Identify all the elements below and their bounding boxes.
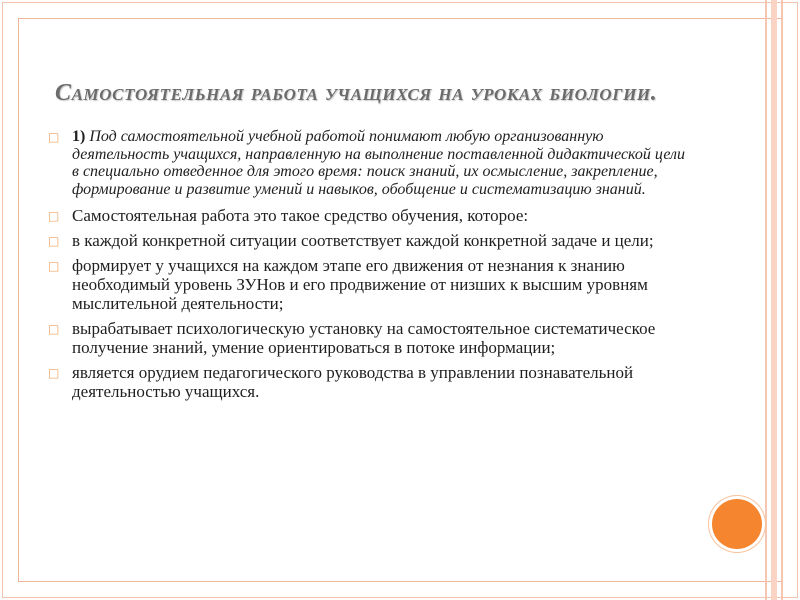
definition-text: Под самостоятельной учебной работой понимают любую организованную деятельность учащихся, направленную на выполнение поставленной дидактической цели в специально отведенное для этого время: поиск знаний, их осмысление, закрепление, формирование и развитие умений и навыков, обобщение и систематизацию знаний. — [72, 128, 686, 198]
bullet-square-icon: □ — [48, 259, 60, 273]
decorative-stripe — [771, 0, 777, 600]
bullet-square-icon: □ — [48, 366, 60, 380]
list-item — [48, 128, 688, 198]
bullet-square-icon: □ — [48, 234, 60, 248]
bullet-list — [48, 128, 688, 407]
bullet-square-icon: □ — [48, 130, 60, 144]
list-item — [48, 231, 688, 250]
bullet-square-icon: □ — [48, 209, 60, 223]
bullet-square-icon: □ — [48, 322, 60, 336]
list-item — [48, 206, 688, 225]
list-item-text: является орудием педагогического руководства в управлении познавательной деятельностью учащихся. — [72, 363, 634, 401]
decorative-stripe — [765, 0, 767, 600]
list-item-text: вырабатывает психологическую установку на самостоятельное систематическое получение знаний, умение ориентироваться в потоке информации; — [72, 319, 656, 357]
list-item-text: Самостоятельная работа это такое средство обучения, которое: — [72, 206, 529, 225]
list-item-text: в каждой конкретной ситуации соответствует каждой конкретной задаче и цели; — [72, 231, 654, 250]
item-number: 1) — [72, 128, 86, 145]
list-item — [48, 363, 688, 401]
list-item — [48, 319, 688, 357]
decorative-circle — [712, 499, 762, 549]
decorative-stripe — [781, 0, 783, 600]
list-item-text: формирует у учащихся на каждом этапе его движения от незнания к знанию необходимый уровень ЗУНов и его продвижение от низших к высшим уровням мыслительной деятельности; — [72, 256, 648, 313]
slide-title: Самостоятельная работа учащихся на уроках биологии. — [55, 80, 658, 106]
list-item — [48, 256, 688, 313]
